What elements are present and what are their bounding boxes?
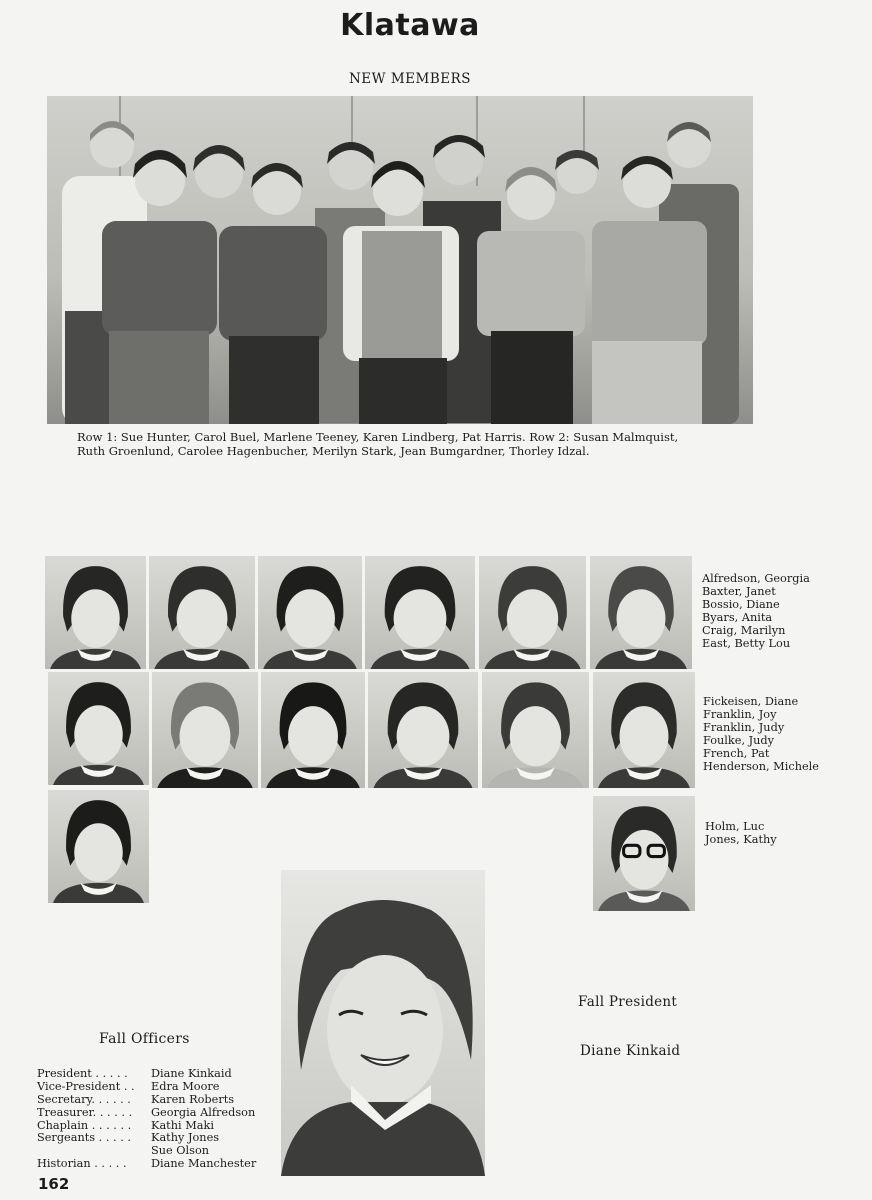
portrait-names-group-3 <box>705 820 777 846</box>
caption-line: Row 1: Sue Hunter, Carol Buel, Marlene Teeney, Karen Lindberg, Pat Harris. Row 2: Susan Malmquist, <box>77 430 679 444</box>
portrait-name: Jones, Kathy <box>705 833 777 846</box>
officer-role: Chaplain . . . . . . <box>37 1119 132 1132</box>
portrait-photo <box>261 672 365 788</box>
officer-name: Kathy Jones <box>151 1131 220 1145</box>
president-portrait <box>281 870 485 1176</box>
caption-line: Ruth Groenlund, Carolee Hagenbucher, Merilyn Stark, Jean Bumgardner, Thorley Idzal. <box>77 444 590 458</box>
officer-role: Vice-President . . <box>37 1080 135 1093</box>
group-photo-caption <box>77 430 767 458</box>
portrait-photo <box>590 556 692 669</box>
portrait-name: French, Pat <box>703 747 770 760</box>
portrait-photo <box>479 556 586 669</box>
page-number: 162 <box>38 1175 70 1193</box>
portrait-name: Baxter, Janet <box>702 585 776 598</box>
portrait-photo <box>149 556 255 669</box>
officer-role <box>37 1145 151 1158</box>
portrait-photo <box>593 672 695 788</box>
officer-role: Secretary. . . . . . <box>37 1093 131 1106</box>
section-subtitle: NEW MEMBERS <box>348 71 472 87</box>
portrait-name: East, Betty Lou <box>702 637 791 650</box>
portrait-photo <box>48 790 149 903</box>
portrait-photo <box>258 556 362 669</box>
officer-row <box>37 1081 256 1094</box>
group-photo <box>47 96 753 424</box>
fall-officers-list <box>37 1068 256 1171</box>
fall-officers-heading: Fall Officers <box>99 1031 190 1047</box>
officer-role: Historian . . . . . <box>37 1158 127 1171</box>
portrait-photo <box>45 556 146 669</box>
portrait-photo <box>368 672 478 788</box>
portrait-name: Henderson, Michele <box>703 760 819 773</box>
officer-row <box>37 1132 256 1145</box>
officer-name: Karen Roberts <box>151 1092 235 1106</box>
portrait-name: Franklin, Judy <box>703 721 785 734</box>
portrait-name: Byars, Anita <box>702 611 773 624</box>
portrait-name: Holm, Luc <box>705 820 765 833</box>
officer-row <box>37 1094 256 1107</box>
officer-name: Edra Moore <box>151 1079 220 1093</box>
portrait-photo <box>48 672 149 785</box>
portrait-name: Craig, Marilyn <box>702 624 786 637</box>
portrait-photo <box>593 796 695 911</box>
portrait-name: Bossio, Diane <box>702 598 780 611</box>
officer-row <box>37 1107 256 1120</box>
officer-role: President . . . . . <box>37 1068 128 1080</box>
portrait-names-group-2 <box>703 695 819 773</box>
fall-president-heading: Fall President <box>578 994 678 1010</box>
portrait-photo <box>152 672 258 788</box>
officer-role: Treasurer. . . . . . <box>37 1106 133 1119</box>
fall-president-name: Diane Kinkaid <box>580 1043 681 1059</box>
officer-row <box>37 1068 256 1081</box>
officer-name: Georgia Alfredson <box>151 1105 256 1119</box>
officer-name: Sue Olson <box>151 1144 210 1158</box>
portrait-name: Alfredson, Georgia <box>702 572 810 585</box>
page-title: Klatawa <box>340 8 480 43</box>
officer-name: Kathi Maki <box>151 1118 214 1132</box>
portrait-name: Fickeisen, Diane <box>703 695 799 708</box>
portrait-photo <box>365 556 475 669</box>
portrait-photo <box>482 672 589 788</box>
portrait-names-group-1 <box>702 572 810 650</box>
portrait-name: Foulke, Judy <box>703 734 775 747</box>
officer-row <box>37 1120 256 1133</box>
officer-name: Diane Kinkaid <box>151 1067 232 1080</box>
portrait-name: Franklin, Joy <box>703 708 777 721</box>
officer-role: Sergeants . . . . . <box>37 1132 131 1145</box>
officer-row <box>37 1158 256 1171</box>
officer-name: Diane Manchester <box>151 1157 257 1171</box>
